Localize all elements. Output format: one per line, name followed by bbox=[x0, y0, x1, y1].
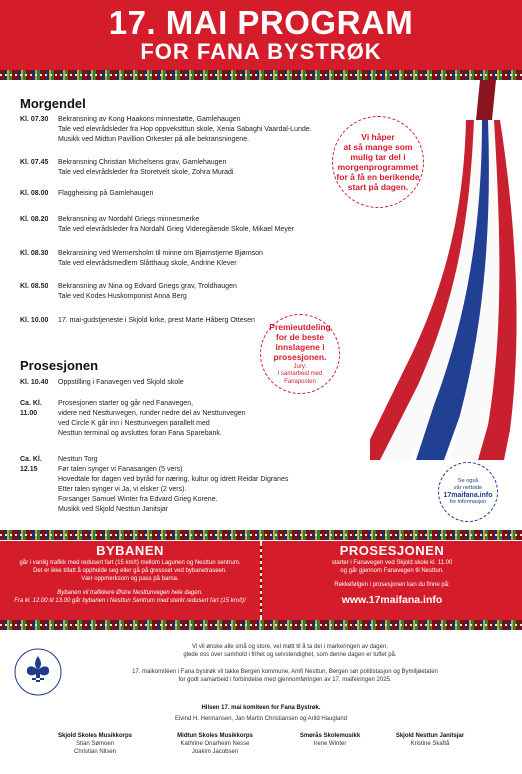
schedule-description: Oppstilling i Fanavegen ved Skjold skole bbox=[58, 379, 184, 386]
schedule-description: Bekransning ved Wernersholm til minne om Bjørnstjerne Bjørnson Tale ved elevrådsmedlem Slåtthaug skole, Andrine Klever bbox=[58, 250, 263, 267]
band-people: Kristine Skaftå bbox=[410, 741, 450, 747]
decorative-band-top bbox=[0, 70, 522, 80]
schedule-time: Ca. Kl. 12.15 bbox=[20, 456, 42, 473]
schedule-description: Bekransning av Nina og Edvard Griegs grav, Troldhaugen Tale ved Kodes Huskomponist Anna Berg bbox=[58, 283, 237, 300]
prosesjonen-heading: Prosesjonen bbox=[20, 358, 99, 373]
schedule-row bbox=[20, 249, 320, 269]
page-subtitle: FOR FANA BYSTRØK bbox=[140, 39, 382, 64]
footer-names: Eivind H. Hermansen, Jan Martin Christiansen og Arild Haugland bbox=[174, 716, 348, 722]
fleur-de-lis-icon bbox=[14, 648, 62, 696]
prosesjon-box-url[interactable]: www.17maifana.info bbox=[341, 594, 443, 606]
bybanen-box bbox=[0, 541, 260, 620]
prosesjon-box bbox=[262, 541, 522, 620]
info-bubble-morning bbox=[332, 116, 424, 208]
morgendel-heading: Morgendel bbox=[20, 96, 86, 111]
band-name: Smørås Skolemusikk bbox=[299, 733, 361, 739]
schedule-row bbox=[20, 215, 320, 235]
bubble-morning-text: Vi håper at så mange som mulig tar del i morgenprogrammet for å få en berikende start på dagen. bbox=[336, 132, 420, 192]
band-column bbox=[275, 732, 385, 748]
band-column bbox=[40, 732, 150, 756]
prosesjon-box-text: starter i Fanavegen ved Skjold skole kl. 11.00 og går gjennom Fanavegen til Nesttun. bbox=[331, 560, 453, 574]
bybanen-title: BYBANEN bbox=[96, 543, 164, 558]
prosesjon-box-text2: Rekkefølgen i prosesjonen kan du finne på: bbox=[334, 582, 450, 588]
bybanen-italic: Bybanen vil trafikkere Østre Nesttunvegen hele dagen. Fra kl. 12.00 til 13.00 går bybanen i Nesttun Sentrum med sterkt redusert fart (15 km/t)! bbox=[14, 590, 246, 604]
website-bubble-top: Se også vår nettside bbox=[453, 478, 483, 491]
schedule-description: 17. mai-gudstjeneste i Skjold kirke, prest Marte Håberg Ottesen bbox=[58, 317, 255, 324]
bubble-prize-text: Premieutdeling for de beste innslagene i prosesjonen. bbox=[269, 321, 331, 362]
schedule-time: Ca. Kl. 11.00 bbox=[20, 400, 42, 417]
schedule-time: Kl. 10.00 bbox=[20, 317, 49, 324]
schedule-time: Kl. 08.00 bbox=[20, 190, 49, 197]
header-banner bbox=[0, 0, 522, 70]
schedule-row bbox=[20, 282, 320, 302]
band-name: Midtun Skoles Musikkorps bbox=[177, 733, 253, 739]
schedule-time: Kl. 07.45 bbox=[20, 159, 49, 166]
schedule-time: Kl. 08.50 bbox=[20, 283, 49, 290]
info-bubble-prize bbox=[260, 314, 340, 394]
band-column bbox=[375, 732, 485, 748]
schedule-description: Prosesjonen starter og går ned Fanavegen, videre ned Nesttunvegen, runder nedre del av Nesttunvegen ved Circle K går inn i Nesttunvegen parallelt med Nesttun terminal og avsluttes foran Fana Sparebank. bbox=[58, 400, 246, 437]
website-bubble-bottom: for informasjon bbox=[449, 499, 487, 505]
schedule-row bbox=[20, 115, 320, 145]
schedule-description: Bekransning av Kong Haakons minnestøtte, Gamlehaugen Tale ved elevrådsleder fra Hop oppvekstttun skole, Xenia Sabaghi Vaardal-Lunde. Musikk ved Midtun Pavillion Orkester på alle bekransningene. bbox=[58, 116, 312, 143]
schedule-time: Kl. 08.20 bbox=[20, 216, 49, 223]
schedule-description: Bekransning Christian Michelsens grav, Gamlehaugen Tale ved elevrådsleder fra Storetveit skole, Zohra Muradi bbox=[58, 159, 234, 176]
schedule-time: Kl. 10.40 bbox=[20, 379, 49, 386]
bybanen-text: går i vanlig trafikk med redusert fart (15 km/t) mellom Lagunen og Nesttun sentrum. Det er ikke tillatt å oppholde seg eller gå på gressset ved bybanetraseen. Vær oppmerksom og pass på barna. bbox=[19, 560, 241, 582]
band-people: Kathrine Onarheim Nesse Joakim Jacobsen bbox=[180, 741, 250, 755]
band-name: Skjold Skoles Musikkorps bbox=[57, 733, 133, 739]
schedule-description: Nesttun Torg Før talen synger vi Fanasangen (5 vers) Hovedtale for dagen ved byråd for næring, kultur og idrett Reidar Digranes Etter talen synger vi Ja, vi elsker (2 vers). Forsanger Samuel Winter fra Edvard Grieg Korene. Musikk ved Skjold Nesttun Janitsjar bbox=[58, 456, 289, 513]
footer-thanks: 17. maikomitéen i Fana bystrøk vil takke Bergen kommune, Amfi Nesttun, Bergen sør politistasjon og Bymiljøetaten for godt samarbeid i forbindelse med gjennomføringen av 17. maifeiringen 2025. bbox=[132, 669, 438, 683]
schedule-description: Bekransning av Nordahl Griegs minnesmerke Tale ved elevrådsleder fra Nordahl Grieg Videregående Skole, Mikael Meyer bbox=[58, 216, 295, 233]
band-people: Irene Winter bbox=[313, 741, 347, 747]
website-bubble-url[interactable]: 17maifana.info bbox=[443, 492, 493, 499]
schedule-description: Flaggheising på Gamlehaugen bbox=[58, 190, 154, 197]
schedule-row bbox=[20, 455, 320, 515]
schedule-time: Kl. 08.30 bbox=[20, 250, 49, 257]
schedule-row bbox=[20, 399, 320, 439]
band-people: Stian Sømoen Christian Nilsen bbox=[73, 741, 116, 755]
footer-wish: Vi vil ønske alle små og store, vel møtt til å ta del i markeringen av dagen, glede oss over samhold i frihet og selvstendighet, som denne dagen er tuftet på. bbox=[183, 644, 397, 658]
page-title: 17. MAI PROGRAM bbox=[108, 4, 414, 41]
bubble-prize-small: Jury: I samarbeid med Fanaposten bbox=[277, 363, 323, 385]
website-bubble bbox=[438, 462, 498, 522]
prosesjon-box-title: PROSESJONEN bbox=[339, 543, 445, 558]
footer-greeting: Hilsen 17. mai komiteen for Fana Bystrøk. bbox=[201, 705, 321, 711]
decorative-band-bottom bbox=[0, 620, 522, 630]
decorative-band-middle bbox=[0, 530, 522, 540]
schedule-time: Kl. 07.30 bbox=[20, 116, 49, 123]
schedule-row bbox=[20, 189, 320, 199]
band-name: Skjold Nesttun Janitsjar bbox=[395, 733, 465, 739]
schedule-row bbox=[20, 158, 320, 178]
band-column bbox=[160, 732, 270, 756]
